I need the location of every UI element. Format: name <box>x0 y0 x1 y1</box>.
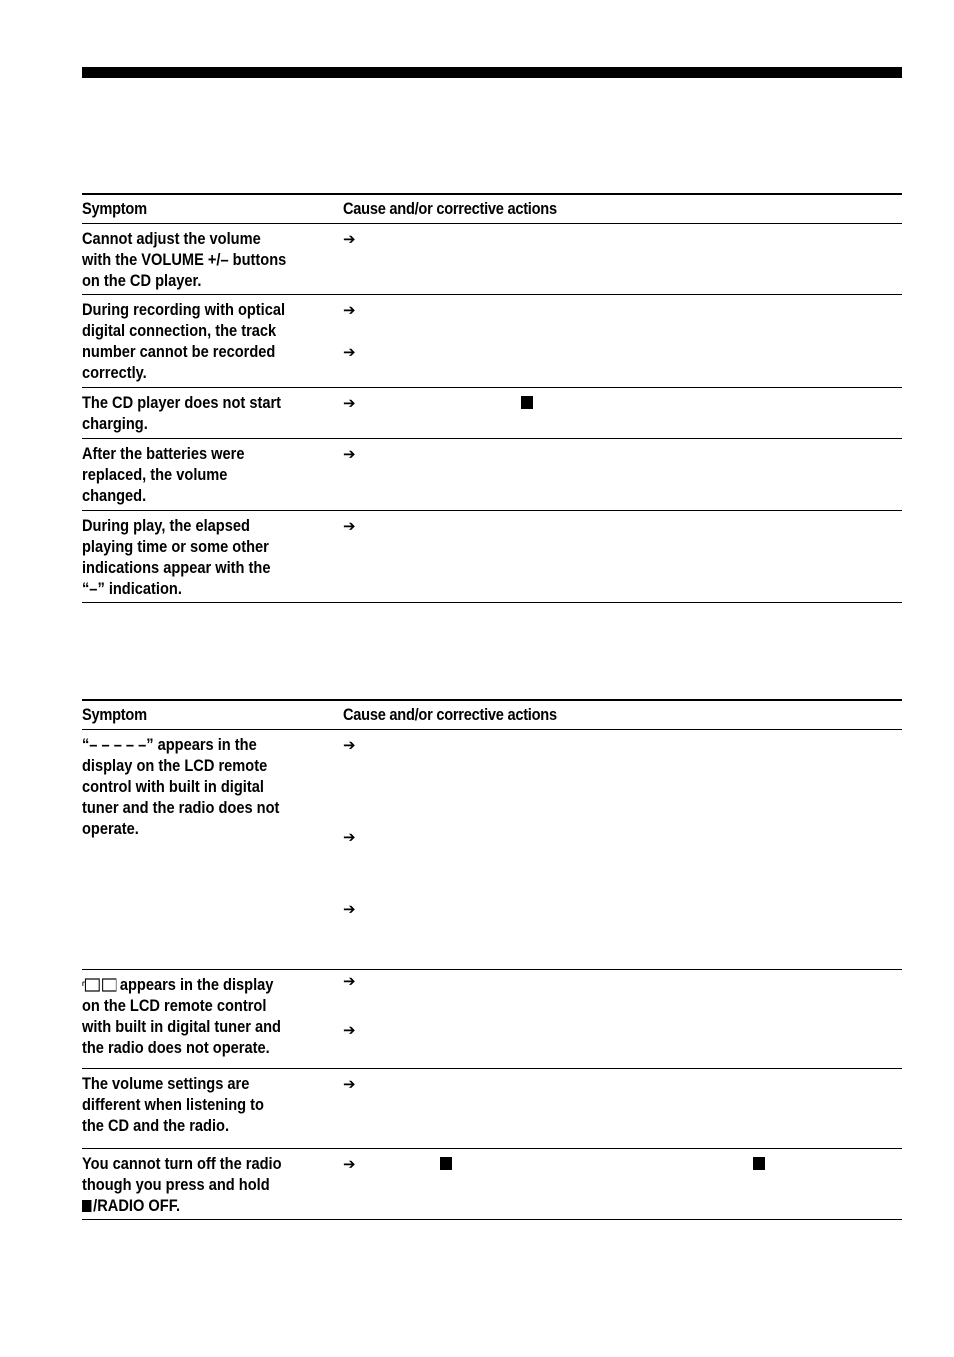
table-row <box>82 1149 902 1220</box>
stop-icon <box>82 1200 91 1212</box>
arrow-icon: ➔ <box>343 829 356 846</box>
symptom-text: During play, the elapsed playing time or some other indications appear with the “–” indication. <box>82 516 271 598</box>
arrow-icon: ➔ <box>343 518 356 535</box>
cause-header: Cause and/or corrective actions <box>343 199 557 218</box>
stop-icon <box>521 396 533 409</box>
battery-empty-icon <box>82 977 116 993</box>
arrow-icon: ➔ <box>343 973 356 990</box>
table-row <box>82 730 902 970</box>
table-row <box>82 224 902 295</box>
troubleshooting-table-cd <box>82 193 902 603</box>
symptom-header: Symptom <box>82 705 147 724</box>
cause-header: Cause and/or corrective actions <box>343 705 557 724</box>
table-header <box>82 699 902 730</box>
stop-icon <box>753 1157 765 1170</box>
symptom-text: During recording with optical digital connection, the track number cannot be recorded correctly. <box>82 300 286 382</box>
arrow-icon: ➔ <box>343 344 356 361</box>
symptom-text: appears in the display on the LCD remote control with built in digital tuner and the radio does not operate. <box>82 975 281 1057</box>
arrow-icon: ➔ <box>343 737 356 754</box>
table-row <box>82 295 902 388</box>
arrow-icon: ➔ <box>343 302 356 319</box>
arrow-icon: ➔ <box>343 1156 356 1173</box>
table-row <box>82 439 902 511</box>
symptom-text: After the batteries were replaced, the volume changed. <box>82 444 245 505</box>
table-header <box>82 193 902 224</box>
symptom-header: Symptom <box>82 199 147 218</box>
arrow-icon: ➔ <box>343 1076 356 1093</box>
symptom-text: Cannot adjust the volume with the VOLUME +/– buttons on the CD player. <box>82 229 287 290</box>
section-header-bar <box>82 67 902 78</box>
arrow-icon: ➔ <box>343 231 356 248</box>
symptom-text: The volume settings are different when listening to the CD and the radio. <box>82 1074 264 1135</box>
stop-icon <box>440 1157 452 1170</box>
table-row <box>82 970 902 1069</box>
table-row <box>82 1069 902 1149</box>
arrow-icon: ➔ <box>343 901 356 918</box>
arrow-icon: ➔ <box>343 1022 356 1039</box>
arrow-icon: ➔ <box>343 446 356 463</box>
symptom-text: The CD player does not start charging. <box>82 393 282 433</box>
table-row <box>82 511 902 603</box>
table-row <box>82 388 902 439</box>
arrow-icon: ➔ <box>343 395 356 412</box>
troubleshooting-table-radio <box>82 699 902 1220</box>
symptom-text: You cannot turn off the radio though you press and hold /RADIO OFF. <box>82 1154 282 1215</box>
symptom-text: “– – – – –” appears in the display on the LCD remote control with built in digital tuner and the radio does not operate. <box>82 735 280 838</box>
